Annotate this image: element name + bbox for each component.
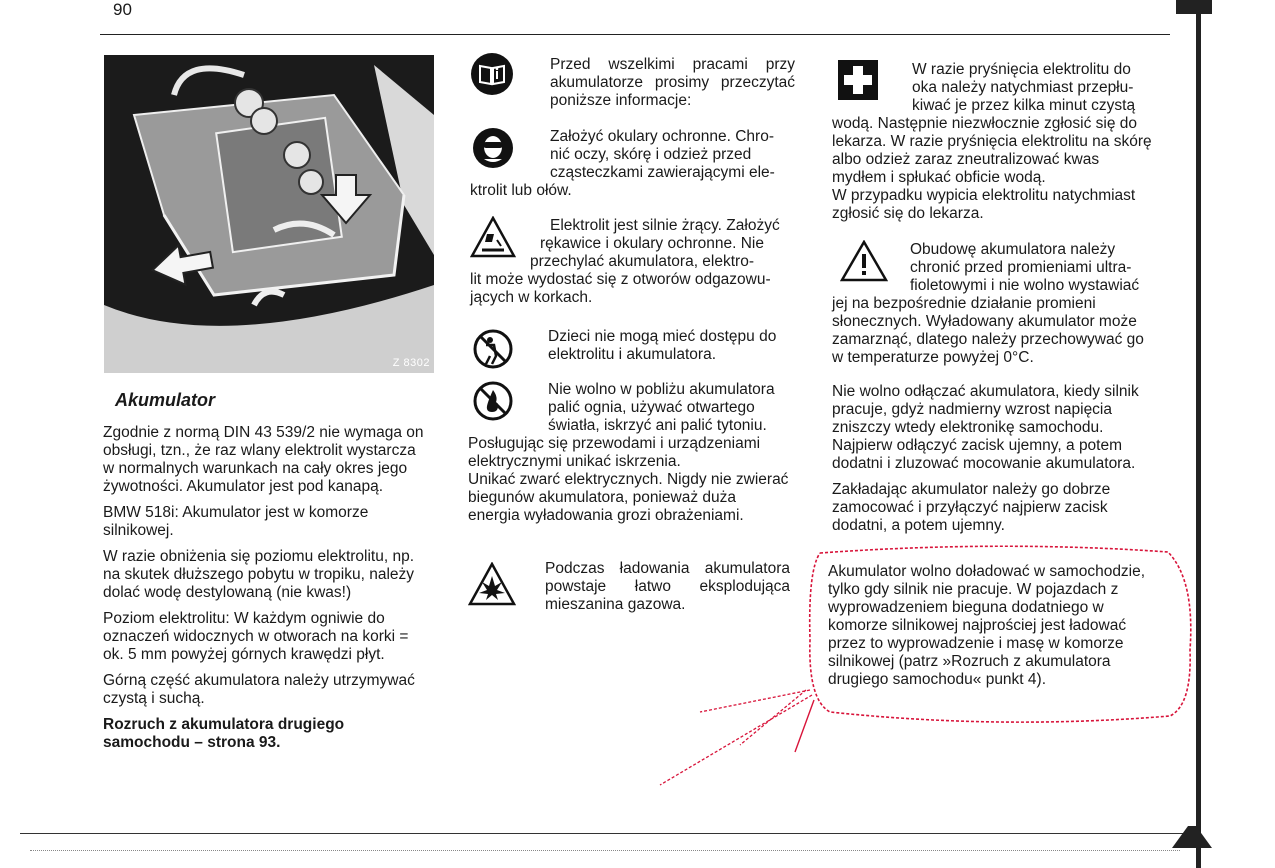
text-line: chronić przed promieniami ultra-: [910, 259, 1132, 276]
caution-text: [832, 241, 1157, 367]
manual-text: Przed wszelkimi pracami przy akumulatorze prosimy przeczytać poniższe informacje:: [550, 56, 795, 109]
manual-icon: [470, 52, 514, 96]
page-edge-cap: [1176, 0, 1212, 14]
top-rule: [100, 34, 1170, 35]
text-line: lit może wydostać się z otworów odgazowu-: [470, 271, 771, 288]
first-aid-text: [832, 61, 1157, 223]
explosive-text: Podczas ładowania akumulatora powstaje łatwo eksplodująca mieszanina gazowa.: [545, 560, 790, 613]
text-line: cząsteczkami zawierającymi ele-: [550, 164, 775, 181]
text-line: kiwać je przez kilka minut czystą: [912, 97, 1136, 114]
text-line: Elektrolit jest silnie żrący. Założyć: [550, 217, 780, 234]
paragraph: Poziom elektrolitu: W każdym ogniwie do oznaczeń widocznych w otworach na korki = ok. 5 mm powyżej górnych krawędzi płyt.: [103, 610, 409, 663]
paragraph: Zakładając akumulator należy go dobrze zamocować i przyłączyć najpierw zacisk dodatni, a potem ujemny.: [832, 481, 1111, 534]
paragraph: BMW 518i: Akumulator jest w komorze silnikowej.: [103, 504, 369, 539]
left-column-text: [103, 424, 428, 760]
text-line: palić ognia, używać otwartego: [548, 399, 755, 416]
text-line: przechylać akumulatora, elektro-: [530, 253, 754, 270]
cross-reference: Rozruch z akumulatora drugiego samochodu – strona 93.: [103, 716, 345, 751]
text-line: ktrolit lub ołów.: [470, 182, 572, 199]
paragraph: Górną część akumulatora należy utrzymywać czystą i suchą.: [103, 672, 415, 707]
text-line: wodą. Następnie niezwłocznie zgłosić się do lekarza. W razie pryśnięcia elektrolitu na skórę albo odzież zaraz zneutralizować kwas mydłem i spłukać obficie wodą.: [832, 115, 1152, 186]
section-heading: Akumulator: [115, 390, 216, 410]
battery-photo: [104, 55, 434, 373]
text-line: Nie wolno w pobliżu akumulatora: [548, 381, 775, 398]
explosive-warning-icon: [468, 562, 516, 606]
text-line: Unikać zwarć elektrycznych. Nigdy nie zwierać biegunów akumulatora, ponieważ duża energia wyładowania grozi obrażeniami.: [468, 471, 789, 524]
text-line: fioletowymi i nie wolno wystawiać: [910, 277, 1140, 294]
text-line: Obudowę akumulatora należy: [910, 241, 1116, 258]
highlighted-paragraph: Akumulator wolno doładować w samochodzie, tylko gdy silnik nie pracuje. W pojazdach z wyprowadzeniem bieguna dodatniego w komorze silnikowej najprościej jest ładować przez to wyprowadzenie i masę w komorze silnikowej (patrz »Rozruch z akumulatora drugiego samochodu« punkt 4).: [828, 563, 1146, 688]
text-line: jej na bezpośrednie działanie promieni słonecznych. Wyładowany akumulator może zamarznąć, dlatego należy przechowywać go w temperaturze powyżej 0°C.: [832, 295, 1144, 366]
text-line: nić oczy, skórę i odzież przed: [550, 146, 752, 163]
text-line: rękawice i okulary ochronne. Nie: [540, 235, 764, 252]
paragraph: Nie wolno odłączać akumulatora, kiedy silnik pracuje, gdyż nadmierny wzrost napięcia zniszczy wtedy elektronikę samochodu. Najpierw odłączyć zacisk ujemny, a potem dodatni i zluzować mocowanie akumulatora.: [832, 383, 1139, 472]
bottom-rule: [20, 833, 1200, 834]
page-edge-bar: [1190, 0, 1212, 868]
no-children-icon: [472, 328, 514, 370]
text-line: W przypadku wypicia elektrolitu natychmiast zgłosić się do lekarza.: [832, 187, 1136, 222]
text-line: światła, iskrzyć ani palić tytoniu.: [548, 417, 767, 434]
right-column-text: [832, 383, 1154, 543]
no-fire-text: [468, 381, 790, 525]
paragraph: Zgodnie z normą DIN 43 539/2 nie wymaga on obsługi, tzn., że raz wlany elektrolit wystarcza w normalnych warunkach na cały okres jego żywotności. Akumulator jest pod kanapą.: [103, 424, 424, 495]
photo-reference-code: Z 8302: [392, 357, 430, 369]
text-line: Posługując się przewodami i urządzeniami elektrycznymi unikać iskrzenia.: [468, 435, 761, 470]
text-line: Założyć okulary ochronne. Chro-: [550, 128, 774, 145]
corrosive-text: [470, 217, 792, 307]
text-line: W razie pryśnięcia elektrolitu do: [912, 61, 1131, 78]
scan-noise-dots: [30, 850, 1180, 851]
page-number: 90: [113, 0, 132, 19]
paragraph: W razie obniżenia się poziomu elektrolitu, np. na skutek dłuższego pobytu w tropiku, należy dolać wodę destylowaną (nie kwas!): [103, 548, 415, 601]
goggles-text: [470, 128, 792, 200]
text-line: jących w korkach.: [470, 289, 593, 306]
text-line: oka należy natychmiast przepłu-: [912, 79, 1134, 96]
no-children-text: Dzieci nie mogą mieć dostępu do elektrolitu i akumulatora.: [548, 328, 777, 363]
